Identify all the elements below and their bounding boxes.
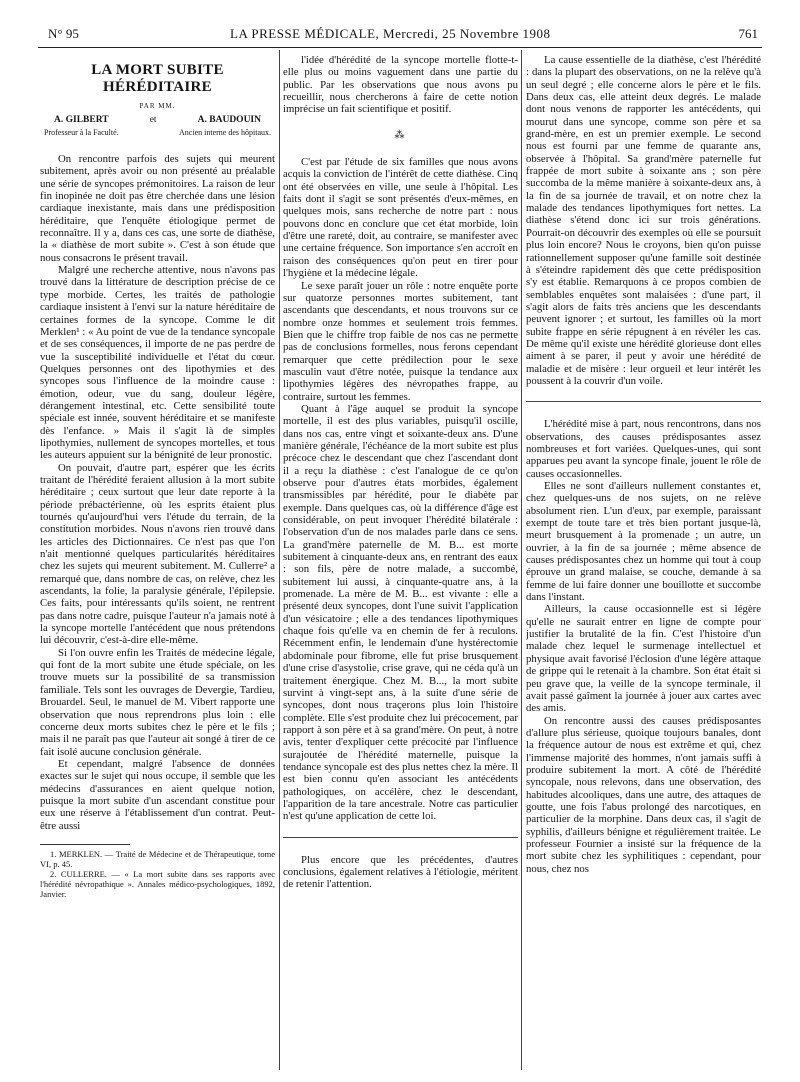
author-conjunction: et <box>149 115 157 126</box>
paragraph: Quant à l'âge auquel se produit la syncope mortelle, il est des plus variables, puisqu'il oscille, dans nos cas, entre vingt et soixante-deux ans. D'une manière générale, l'échéance de la mort subite est plus précoce chez le descendant que chez l'ascendant dont il a reçu la diathèse : c'est l'analogue de ce qu'on observe pour d'autres états morbides, également transmissibles par hérédité, pour le diabète par exemple. Dans quelques cas, où la différence d'âge est considérable, on peut invoquer l'hérédité bilatérale : l'observation d'un de nos malades parle dans ce sens. La grand'mère paternelle de M. B... est morte subitement à cinquante-deux ans, en rentrant des eaux : son fils, père de notre malade, a succombé, subitement lui aussi, à cinquante-quatre ans, à la promenade. La mère de M. B... est vivante : elle a présenté deux syncopes, dont l'une suivit l'application d'un vésicatoire ; elle a des tendances lipothymiques chaque fois qu'elle va en chemin de fer à reculons. Récemment enfin, le lendemain d'une hystérectomie abdominale pour fibrome, elle fut prise brusquement d'une crise d'asystolie, crise grave, qui ne céda qu'à un traitement énergique. Chez M. B..., la mort subite survint à vingt-sept ans, à la suite d'une série de syncopes, dont nous traçerons plus loin l'histoire complète. Elle s'est produite chez lui précocement, par rapport à son père et à sa grand'mère. On peut, à notre avis, tenter d'expliquer cette précocité par l'influence surajoutée de l'hérédité maternelle, puisque la tendance syncopale est des plus nettes chez la mère. Il est bien connu qu'en associant les antécédents pathologiques, on accélère, chez le descendant, l'apparition de la tare ancestrale. Notre cas particulier n'est qu'une application de cette loi. <box>283 402 518 823</box>
column-3 <box>526 54 761 1072</box>
paragraph: Si l'on ouvre enfin les Traités de médecine légale, qui font de la mort subite une étude spéciale, on les trouve muets sur la possibilité de sa transmission familiale. Tels sont les ouvrages de Devergie, Tardieu, Brouardel. Seul, le manuel de M. Vibert rapporte une observation que nous reprendrons plus loin : elle concerne deux morts subites chez le père et le fils ; mais il ne paraît pas que l'auteur ait songé à tirer de ce fait isolé aucune conclusion générale. <box>40 646 275 758</box>
section-rule <box>526 401 761 402</box>
paragraph: Plus encore que les précédentes, d'autres conclusions, également relatives à l'étiologie, méritent de retenir l'attention. <box>283 853 518 891</box>
footnote-1: 1. MERKLEN. — Traité de Médecine et de Thérapeutique, tome VI, p. 45. <box>40 848 275 869</box>
column-divider <box>279 50 280 1070</box>
header-rule <box>38 47 762 48</box>
section-asterism: ⁂ <box>394 129 407 141</box>
paragraph: La cause essentielle de la diathèse, c'est l'hérédité : dans la plupart des observations, on ne la relève qu'à un seul degré ; elle concerne alors le père et le fils. Dans deux cas, elle atteint deux degrés. Le malade dont nous venons de rapporter les antécédents, qui mourut dans une syncope, comme son père et sa grand-mère, en est un premier exemple. Le second nous est fourni par une femme de quarante ans, observée à l'hôpital. Sa grand'mère paternelle fut frappée de mort subite à soixante ans ; son père succomba de la même manière à soixante-deux ans, à la fin de sa journée de travail, et on notre chez la malade des tendances lipothymiques fort nettes. La diathèse s'étend donc ici sur trois générations. Pourrait-on découvrir des exemples où elle se poursuit plus loin encore? Nous le croyons, bien qu'on puisse rationnellement supposer qu'une famille soit destinée à s'éteindre rapidement dès que cette prédisposition s'y est établie. Remarquons à ce propos combien de semblables enquêtes sont malaisées : d'une part, il s'agit alors de faits très anciens que les descendants peuvent ignorer ; et surtout, les familles où la mort subite frappe en série répugnent à en révéler les cas. De même qu'il existe une hérédité glorieuse dont elles aiment à se parer, il peut y avoir une hérédité de maladie et de misère : leur orgueil et leur intérêt les poussent à la couvrir d'un voile. <box>526 54 761 387</box>
issue-number: N° 95 <box>48 26 79 41</box>
byline-par: PAR MM. <box>139 102 176 110</box>
paragraph: l'idée d'hérédité de la syncope mortelle flotte-t-elle plus ou moins vaguement dans une partie du public. Par les observations que nous avons pu recueillir, nous chercherons à faire de cette notion imprécise un fait scientifique et positif. <box>283 54 518 116</box>
paragraph: Malgré une recherche attentive, nous n'avons pas trouvé dans la littérature de description précise de ce type morbide. Certes, les traités de pathologie cardiaque insistent à l'envi sur la nature héréditaire de certaines formes de la syncope. Comme le dit Merklen¹ : « Au point de vue de la tendance syncopale et de ses conséquences, il importe de ne pas perdre de vue la susceptibilité individuelle et l'état du cœur. Quelques personnes ont des lipothymies et des syncopes sous l'influence de la moindre cause : émotion, odeur, vue du sang, douleur légère, dérangement intestinal, etc. Cette sensibilité toute spéciale est innée, souvent héréditaire et se manifeste dès l'enfance. » Mais il s'agit là de simples lipothymies, nullement de syncopes mortelles, et tous les auteurs appuient sur la bénignité de leur pronostic. <box>40 264 275 462</box>
paragraph: On pouvait, d'autre part, espérer que les écrits traitant de l'hérédité feraient allusion à la mort subite héréditaire ; ceux surtout que leur date reporte à la période prébactérienne, où les esprits étaient plus tournés qu'aujourd'hui vers l'étude du terrain, de la constitution morbides. Nous n'avons rien trouvé dans les articles des Dictionnaires. Ce n'est pas que l'on n'ait mentionné quelques particularités héréditaires chez les sujets qui meurent subitement. M. Cullerre² a remarqué que, dans nombre de cas, on relève, chez les ascendants, la folie, la paralysie générale, l'épilepsie. Ces faits, pour intéressants qu'ils soient, ne rentrent pas dans notre cadre, puisque l'auteur n'a jamais noté à la syncope mortelle l'antécédent que nous prétendons lui découvrir, c'est-à-dire elle-même. <box>40 461 275 647</box>
paragraph: Ailleurs, la cause occasionnelle est si légère qu'elle ne saurait entrer en ligne de compte pour justifier la brutalité de la fin. C'est l'histoire d'un malade chez lequel le surmenage intellectuel et physique avait favorisé l'éclosion d'une légère attaque de grippe qui le retenait à la chambre. Son état était si peu grave que, la veille de la syncope terminale, il avait passé gaîment la journée à jouer aux cartes avec des amis. <box>526 603 761 715</box>
article-title: LA MORT SUBITE HÉRÉDITAIRE <box>91 62 224 95</box>
paragraph: L'hérédité mise à part, nous rencontrons, dans nos observations, des causes prédisposantes assez nombreuses et fort variées. Quelques-unes, qui sont apparues peu avant la syncope finale, jouent le rôle de causes occasionnelles. <box>526 418 761 480</box>
footnote-rule <box>40 844 130 845</box>
authors <box>40 114 275 126</box>
paragraph: Le sexe paraît jouer un rôle : notre enquête porte sur quatorze personnes mortes subitement, tant ascendants que descendants, et nous trouvons sur ce nombre onze hommes et seulement trois femmes. Bien que le chiffre trop faible de nos cas ne permette pas de conclusions formelles, nous ferons cependant remarquer que cette prédilection pour le sexe masculin vaut d'être notée, puisque la tendance aux lipothymies légères des névropathes frappe, au contraire, surtout les femmes. <box>283 279 518 403</box>
page-number: 761 <box>738 26 758 41</box>
affiliation-gilbert: Professeur à la Faculté. <box>44 127 119 137</box>
paragraph: Et cependant, malgré l'absence de données exactes sur le sujet qui nous occupe, il semble que les médecins d'assurances en aient quelque notion, puisque la mort subite d'un ascendant constitue pour eux une réserve à l'établissement d'un contrat. Peut-être aussi <box>40 757 275 832</box>
footnote-2: 2. CULLERRE. — « La mort subite dans ses rapports avec l'hérédité névropathique ». Annales médico-psychologiques, 1892, Janvier. <box>40 868 275 899</box>
affiliations <box>40 127 275 139</box>
paragraph: On rencontre aussi des causes prédisposantes d'allure plus sérieuse, quoique toujours banales, dont la fréquence autour de nous est extrême et qui, chez l'immense majorité des hommes, n'ont jamais suffi à produire subitement la mort. A côté de l'hérédité syncopale, nous relevons, dans une observation, des habitudes alcooliques, dans une autre, des attaques de goutte, une fois l'abus prolongé des narcotiques, en particulier de la morphine. Dans deux cas, il s'agit de syphilis, d'ailleurs bénigne et régulièrement traitée. Le professeur Fournier a insisté sur la fréquence de la mort subite chez les syphilitiques : cependant, pour nous, chez nos <box>526 714 761 875</box>
paragraph: Elles ne sont d'ailleurs nullement constantes et, chez quelques-uns de nos sujets, on ne relève absolument rien. L'un d'eux, par exemple, paraissant exempt de toute tare et très bien portant jusque-là, meurt brusquement à la promenade ; un autre, un ouvrier, à la fin de sa journée ; même absence de causes prédisposantes chez un homme qui tout à coup éprouve un grand malaise, se couche, demande à sa femme de lui faire donner une bouillotte et succombe dans l'instant. <box>526 480 761 604</box>
affiliation-baudouin: Ancien interne des hôpitaux. <box>179 127 271 137</box>
author-baudouin: A. BAUDOUIN <box>197 115 261 126</box>
paragraph: On rencontre parfois des sujets qui meurent subitement, après avoir ou non présenté au préalable une série de syncopes prémonitoires. La raison de leur fin inopinée ne doit pas être cherchée dans une lésion cardiaque inexistante, mais dans une prédisposition héréditaire, que l'enquête étiologique permet de reconnaître. Il y a, dans ces cas, une sorte de diathèse, la « diathèse de mort subite ». C'est à son étude que nous consacrons le présent travail. <box>40 153 275 264</box>
column-2 <box>283 54 518 1072</box>
author-gilbert: A. GILBERT <box>54 115 109 126</box>
column-divider <box>521 50 522 1070</box>
journal-title: LA PRESSE MÉDICALE, Mercredi, 25 Novembre 1908 <box>230 26 551 41</box>
paragraph: C'est par l'étude de six familles que nous avons acquis la conviction de l'intérêt de cette diathèse. Cinq ont été observées en ville, une seule à l'hôpital. Les faits dont il s'agit se sont présentés d'eux-mêmes, en quelques mois, sans recherche de notre part : nous pouvons donc en conclure que cet état morbide, loin d'être une rareté, doit, au contraire, se manifester avec une certaine fréquence. Son importance s'en accroît en raison des conséquences qu'on peut en tirer pour l'hygiène et la médecine légale. <box>283 156 518 280</box>
column-1 <box>40 54 275 1072</box>
section-rule <box>283 837 518 838</box>
page-header <box>38 22 762 44</box>
